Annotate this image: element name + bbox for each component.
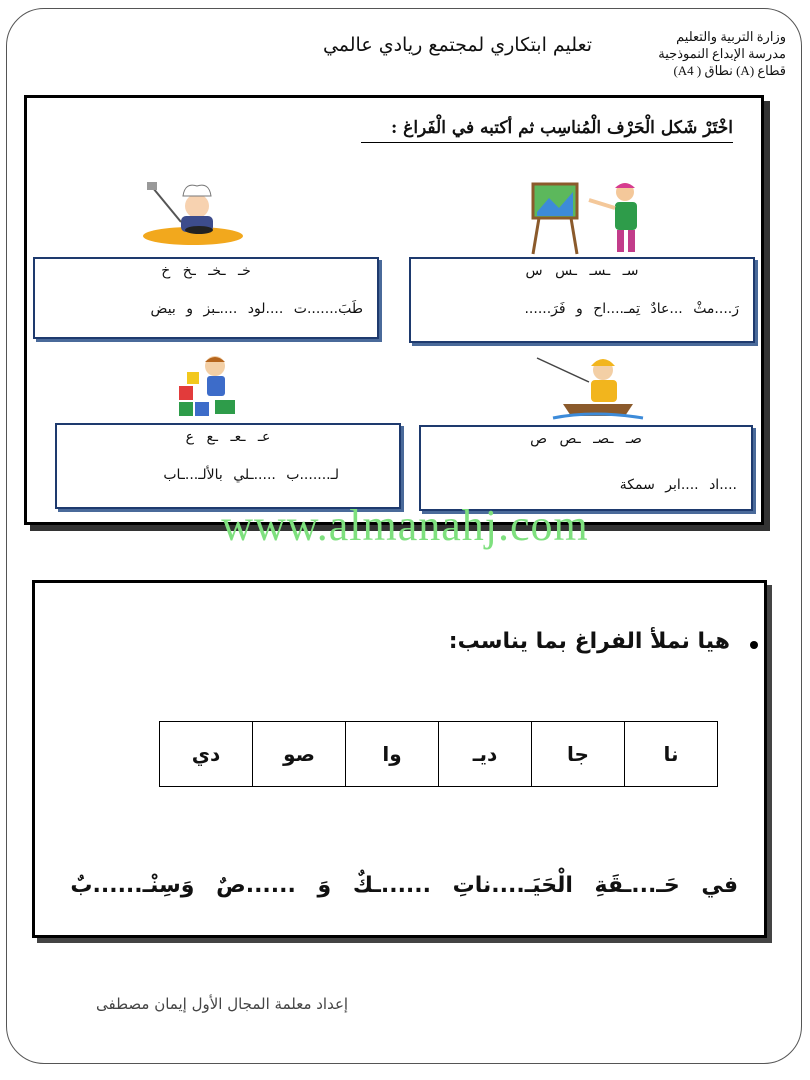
school-label: مدرسة الإبداع النموذجية <box>658 46 786 61</box>
letter-card-saad <box>419 425 753 511</box>
card-letters: صـ ـصـ ـص ص <box>530 431 642 447</box>
sector-label: قطاع (A) نطاق ( A4) <box>673 63 786 78</box>
chef-illustration <box>133 180 253 246</box>
card-words: ....اد ....ابر سمكة <box>619 477 737 493</box>
painter-illustration <box>527 178 667 258</box>
card-letters: خـ ـخـ ـخ خ <box>161 263 251 279</box>
fisherman-illustration <box>533 352 645 422</box>
syllable-cell: جا <box>532 722 625 787</box>
watermark: www.almanahj.com <box>221 501 589 550</box>
letter-card-seen <box>409 257 755 343</box>
card-letters: سـ ـسـ ـس س <box>525 263 639 279</box>
blocks-child-illustration <box>177 352 241 422</box>
exercise1-instruction: اخْتَرْ شَكل الْحَرْف الْمُناسِب ثم أكتبه في الْفَراغ : <box>361 118 733 143</box>
card-words: رَ....مثْ ...عادٌ تِمـ....اح و فَرَ...... <box>524 301 739 317</box>
ministry-label: وزارة التربية والتعليم <box>676 29 786 44</box>
school-info <box>658 28 786 79</box>
syllable-cell: نا <box>625 722 718 787</box>
syllable-cell: وا <box>346 722 439 787</box>
syllable-cell: دي <box>160 722 253 787</box>
fill-blanks-box <box>32 580 767 938</box>
page-title: تعليم ابتكاري لمجتمع ريادي عالمي <box>322 34 593 56</box>
card-letters: عـ ـعـ ـع ع <box>185 429 271 445</box>
card-words: لـ.......ب .....ـلي بالألـ...ـاب <box>163 467 339 483</box>
syllables-table <box>159 721 718 787</box>
exercise2-instruction: هيا نملأ الفراغ بما يناسب: <box>448 629 730 654</box>
syllable-cell: صو <box>253 722 346 787</box>
footer-credit: إعداد معلمة المجال الأول إيمان مصطفى <box>96 995 349 1013</box>
letter-card-khaa <box>33 257 379 339</box>
letter-card-ain <box>55 423 401 509</box>
card-words: طَبَ.......ت ....لود ....ـبز و بيض <box>150 301 363 317</box>
fill-sentence: في حَـ...ـقَةِ الْحَيَـ....ناتِ ......ـكٌ وَ ......صٌ وَسِنْـ......بٌ <box>70 873 738 898</box>
syllable-cell: ديـ <box>439 722 532 787</box>
letters-exercise-box <box>24 95 764 525</box>
bullet-icon <box>750 641 758 649</box>
